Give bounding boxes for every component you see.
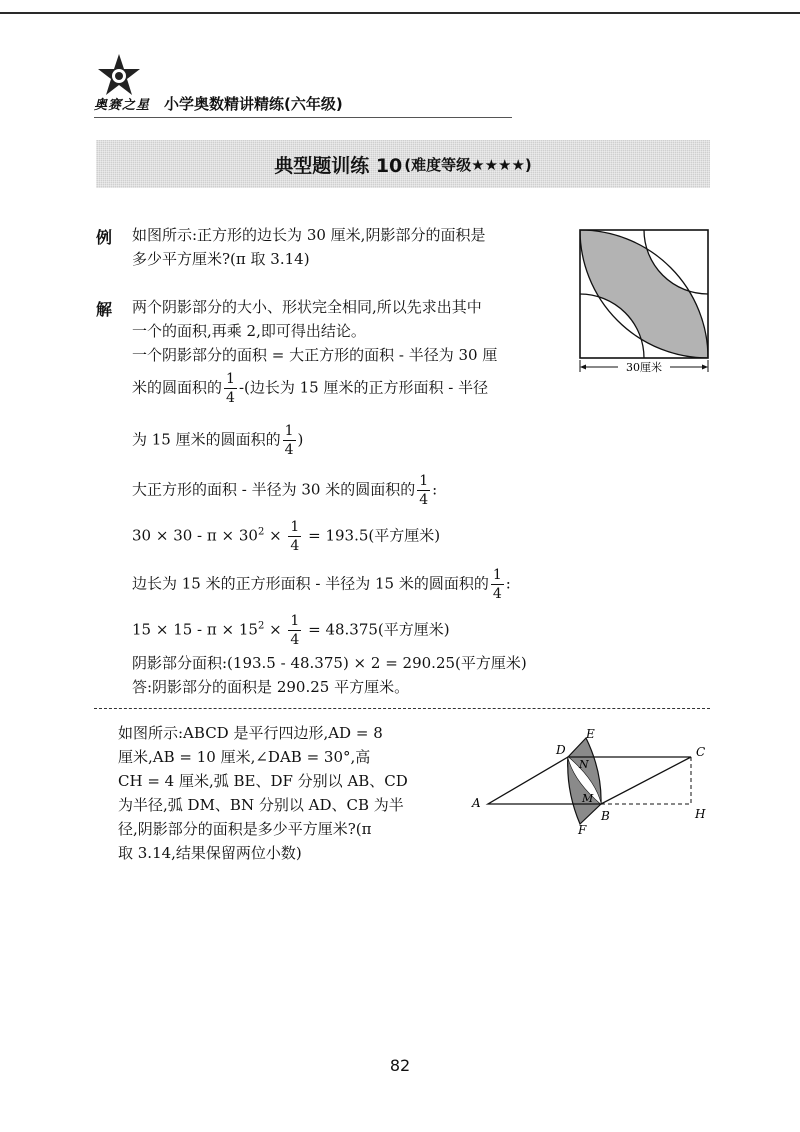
fraction-one-quarter: $\frac{1}{4}$ <box>226 371 235 406</box>
point-label-b: B <box>601 809 610 823</box>
top-rule <box>0 12 800 14</box>
point-label-n: N <box>579 758 589 771</box>
solution-line: 两个阴影部分的大小、形状完全相同,所以先求出其中 <box>132 298 482 316</box>
point-label-e: E <box>586 727 595 741</box>
section-banner <box>96 140 710 188</box>
exercise-line: CH = 4 厘米,弧 BE、DF 分别以 AB、CD <box>118 772 408 790</box>
equation-line: $15 \times 15 - \pi \times 15^2$ × $\frac{1}{4}$ = 48.375(平方厘米) <box>132 613 450 648</box>
exercise-line: 为半径,弧 DM、BN 分别以 AD、CB 为半 <box>118 796 404 814</box>
exercise-line: 如图所示:ABCD 是平行四边形,AD = 8 <box>118 724 383 742</box>
point-label-m: M <box>582 792 594 805</box>
point-label-a: A <box>472 796 481 810</box>
answer-line: 答:阴影部分的面积是 290.25 平方厘米。 <box>132 678 410 696</box>
example-label: 例 <box>96 228 113 247</box>
solution-line: 阴影部分面积:(193.5 - 48.375) × 2 = 290.25(平方厘米) <box>132 654 527 672</box>
solution-line: 边长为 15 米的正方形面积 - 半径为 15 米的圆面积的 $\frac{1}{4}$ : <box>132 567 511 602</box>
parallelogram-figure <box>462 726 712 836</box>
point-label-d: D <box>556 743 566 757</box>
exercise-line: 径,阴影部分的面积是多少平方厘米?(π <box>118 820 372 838</box>
fraction-one-quarter: $\frac{1}{4}$ <box>290 519 300 554</box>
fraction-one-quarter: $\frac{1}{4}$ <box>419 473 429 508</box>
solution-label: 解 <box>96 300 113 319</box>
solution-line: 米的圆面积的 $\frac{1}{4}$ -(边长为 15 厘米的正方形面积 - 半径 <box>132 371 489 406</box>
example-line: 多少平方厘米?(π 取 3.14) <box>132 250 310 268</box>
banner-subtitle: (难度等级★★★★) <box>404 155 532 174</box>
point-label-c: C <box>696 745 706 759</box>
point-label-h: H <box>695 807 706 821</box>
dimension-label: 30厘米 <box>626 361 662 374</box>
solution-line: 大正方形的面积 - 半径为 30 米的圆面积的 $\frac{1}{4}$ : <box>132 473 438 508</box>
solution-line: 为 15 厘米的圆面积的 $\frac{1}{4}$ ) <box>132 423 304 458</box>
fraction-one-quarter: $\frac{1}{4}$ <box>492 567 502 602</box>
banner-title: 典型题训练 10 <box>274 154 403 177</box>
header-rule <box>94 117 512 118</box>
section-divider <box>94 708 710 709</box>
equation-line: $30 \times 30 - \pi \times 30^2$ × $\frac{1}{4}$ = 193.5(平方厘米) <box>132 519 441 554</box>
star-logo-icon <box>96 52 142 100</box>
exercise-line: 厘米,AB = 10 厘米,∠DAB = 30°,高 <box>118 748 371 766</box>
solution-line: 一个的面积,再乘 2,即可得出结论。 <box>132 322 366 340</box>
fraction-one-quarter: $\frac{1}{4}$ <box>290 613 300 648</box>
solution-line: 一个阴影部分的面积 = 大正方形的面积 - 半径为 30 厘 <box>132 346 498 364</box>
square-circle-figure <box>574 224 714 380</box>
book-title: 小学奥数精讲精练(六年级) <box>164 95 343 113</box>
brand-name: 奥赛之星 <box>94 98 151 113</box>
exercise-line: 取 3.14,结果保留两位小数) <box>118 844 302 862</box>
point-label-f: F <box>578 823 587 836</box>
fraction-one-quarter: $\frac{1}{4}$ <box>284 423 294 458</box>
example-line: 如图所示:正方形的边长为 30 厘米,阴影部分的面积是 <box>132 226 486 244</box>
page-number: 82 <box>389 1056 411 1075</box>
